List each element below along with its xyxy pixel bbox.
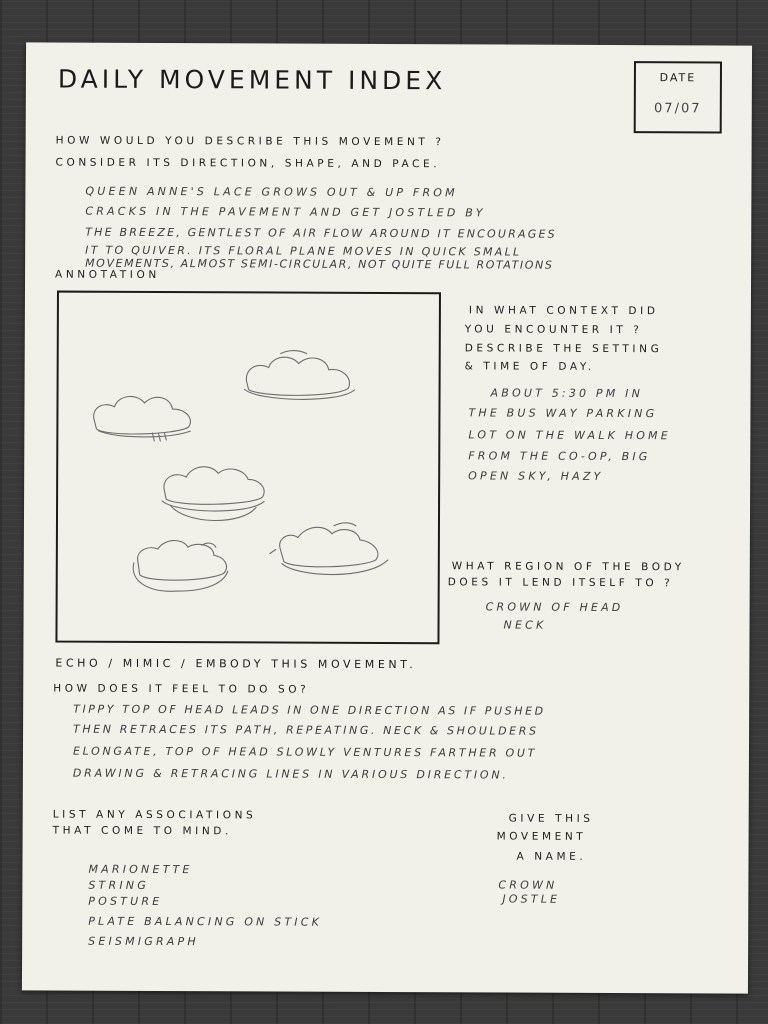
date-label: DATE [659, 71, 697, 85]
describe-answer-line: THE BREEZE, GENTLEST OF AIR FLOW AROUND IT ENCOURAGES [85, 225, 557, 241]
region-answer-line: NECK [503, 618, 547, 632]
describe-answer-line: IT TO QUIVER. ITS FLORAL PLANE MOVES IN QUICK SMALL [85, 243, 522, 259]
associations-answer-line: SEISMIGRAPH [88, 934, 199, 949]
annotation-box [55, 291, 441, 645]
annotation-label: ANNOTATION [55, 268, 160, 282]
date-box [634, 61, 722, 133]
associations-answer-line: STRING [88, 878, 149, 892]
describe-question-2: CONSIDER ITS DIRECTION, SHAPE, AND PACE. [55, 156, 441, 171]
context-answer-line: LOT ON THE WALK HOME [468, 428, 671, 443]
associations-question-line: THAT COME TO MIND. [52, 824, 232, 838]
describe-answer-line: QUEEN ANNE'S LACE GROWS OUT & UP FROM [85, 184, 458, 200]
echo-answer-line: ELONGATE, TOP OF HEAD SLOWLY VENTURES FARTHER OUT [72, 744, 538, 760]
context-answer-line: THE BUS WAY PARKING [468, 406, 658, 421]
region-question-line: DOES IT LEND ITSELF TO ? [447, 576, 674, 590]
context-question-line: DESCRIBE THE SETTING [464, 342, 663, 356]
worksheet-paper [22, 42, 752, 993]
cloud-sketch-5 [270, 522, 388, 574]
context-answer-line: FROM THE CO-OP, BIG [468, 449, 651, 464]
name-answer-line: CROWN [498, 878, 558, 892]
echo-question-2: HOW DOES IT FEEL TO DO SO? [53, 682, 310, 696]
cloud-sketch-1 [245, 350, 355, 399]
context-question-line: & TIME OF DAY. [464, 360, 595, 373]
name-question-line: GIVE THIS [508, 812, 594, 825]
cloud-sketches [57, 293, 439, 643]
echo-answer-line: DRAWING & RETRACING LINES IN VARIOUS DIRECTION. [72, 766, 509, 782]
describe-question-1: HOW WOULD YOU DESCRIBE THIS MOVEMENT ? [55, 134, 445, 149]
associations-question-line: LIST ANY ASSOCIATIONS [52, 808, 257, 822]
echo-question-1: ECHO / MIMIC / EMBODY THIS MOVEMENT. [55, 656, 417, 672]
associations-answer-line: MARIONETTE [88, 862, 193, 877]
region-question-line: WHAT REGION OF THE BODY [451, 560, 685, 574]
context-question-line: YOU ENCOUNTER IT ? [464, 323, 643, 337]
describe-answer-line: CRACKS IN THE PAVEMENT AND GET JOSTLED BY [85, 204, 486, 220]
name-question-line: A NAME. [516, 850, 587, 863]
cloud-sketch-3 [162, 467, 264, 521]
name-answer-line: JOSTLE [502, 892, 561, 906]
echo-answer-line: THEN RETRACES ITS PATH, REPEATING. NECK & SHOULDERS [73, 722, 539, 738]
associations-answer-line: PLATE BALANCING ON STICK [88, 914, 323, 929]
describe-answer-line: MOVEMENTS, ALMOST SEMI-CIRCULAR, NOT QUITE FULL ROTATIONS [85, 256, 554, 272]
page-title: DAILY MOVEMENT INDEX [57, 64, 447, 96]
context-answer-line: OPEN SKY, HAZY [468, 469, 604, 483]
context-answer-line: ABOUT 5:30 PM IN [490, 386, 644, 401]
associations-answer-line: POSTURE [88, 894, 163, 909]
cloud-sketch-2 [94, 396, 191, 441]
name-question-line: MOVEMENT [496, 830, 587, 843]
echo-answer-line: TIPPY TOP OF HEAD LEADS IN ONE DIRECTION AS IF PUSHED [73, 702, 546, 718]
date-value: 07/07 [654, 101, 702, 117]
context-question-line: IN WHAT CONTEXT DID [468, 304, 659, 318]
cloud-sketch-4 [133, 540, 228, 591]
region-answer-line: CROWN OF HEAD [485, 600, 624, 615]
